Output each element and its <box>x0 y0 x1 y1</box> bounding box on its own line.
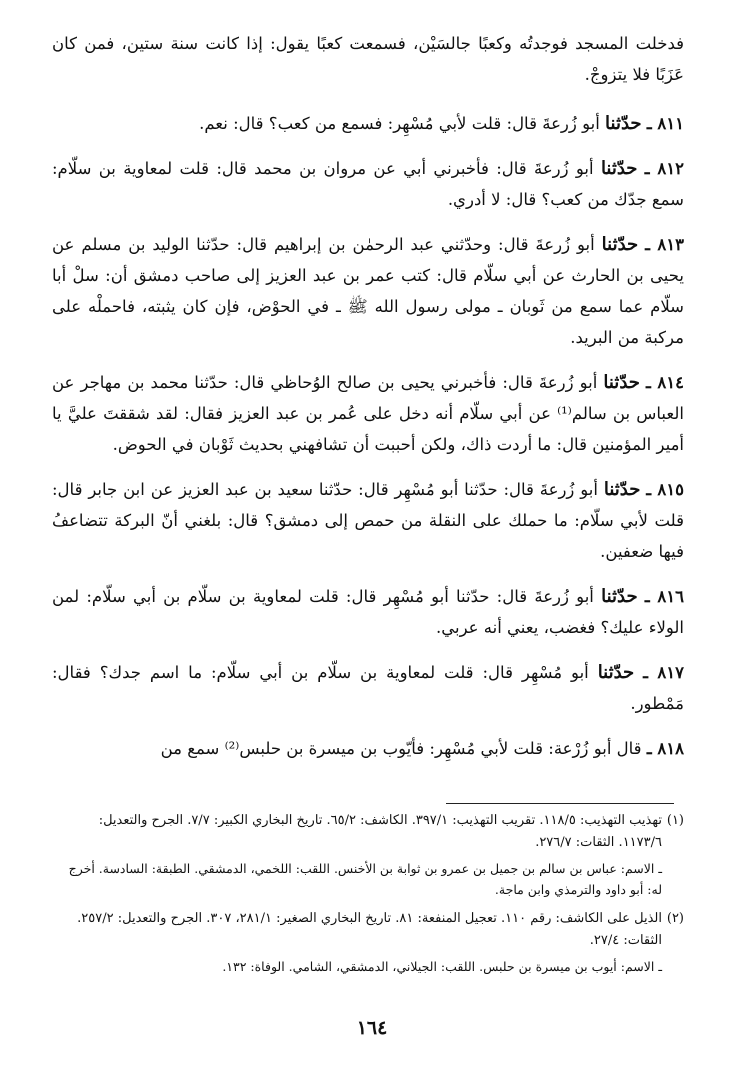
hadith-818 <box>52 733 684 764</box>
hadith-815 <box>52 474 684 567</box>
hadith-text: أبو زُرعةَ قال: حدّثنا أبو مُسْهِر قال: قلت لمعاوية بن سلّام بن أبي سلّام: لمن الولاء عليك؟ فغضب، يعني أنه عربي. <box>52 587 684 637</box>
hadith-keyword: حدّثنا <box>601 234 639 255</box>
hadith-number: ٨١٣ ـ <box>645 235 684 254</box>
hadith-text: أبو زُرعةَ قال: حدّثنا أبو مُسْهِر قال: حدّثنا سعيد بن عبد العزيز عن ابن جابر قال: قلت لأبي سلّام: ما حملك على النقلة من حمص إلى دمشق؟ قال: بلغني أنّ البركة تتضاعفُ فيها ضعفين. <box>52 480 684 561</box>
hadith-817 <box>52 657 684 719</box>
hadith-text: أبو زُرعةَ قال: فأخبرني يحيى بن صالح الوُحاظي قال: حدّثنا محمد بن مهاجر عن العباس بن سالم⁽¹⁾ عن أبي سلّام أنه دخل على عُمر بن عبد العزيز فقال: لقد شققتَ عليَّ يا أمير المؤمنين قال: ما أردت ذاك، ولكن أحببت أن تشافهني بحديث ثَوْبان في الحوض. <box>52 373 684 454</box>
hadith-number: ٨١١ ـ <box>646 114 684 133</box>
footnote-1-detail: ـ الاسم: عباس بن سالم بن جميل بن عمرو بن ثوابة بن الأخنس. اللقب: اللخمي، الدمشقي. الطبقة: السادسة. أخرج له: أبو داود والترمذي وابن ماجة. <box>68 861 662 897</box>
hadith-811 <box>52 108 684 139</box>
footnotes <box>52 810 684 977</box>
hadith-keyword: حدّثنا <box>603 479 641 500</box>
hadith-text: أبو زُرعةَ قال: قلت لأبي مُسْهِر: فسمع من كعب؟ قال: نعم. <box>199 114 600 133</box>
hadith-text: أبو زُرعةَ قال: فأخبرني أبي عن مروان بن محمد قال: قلت لمعاوية بن سلّام: سمع جدّك من كعب؟ قال: لا أدري. <box>52 159 684 209</box>
footnote-mark: (٢) <box>666 911 684 926</box>
hadith-number: ٨١٨ ـ <box>646 739 684 758</box>
page-number: ١٦٤ <box>356 1017 388 1039</box>
hadith-keyword: حدّثنا <box>600 158 638 179</box>
intro-paragraph: فدخلت المسجد فوجدتُه وكعبًا جالسَيْن، فسمعت كعبًا يقول: إذا كانت سنة ستين، فمن كان عَزَبًا فلا يتزوجْ. <box>52 34 684 84</box>
hadith-814 <box>52 367 684 460</box>
hadith-number: ٨١٥ ـ <box>646 480 684 499</box>
hadith-keyword: حدّثنا <box>597 662 635 683</box>
hadith-813 <box>52 229 684 353</box>
hadith-text: قال أبو زُرْعة: قلت لأبي مُسْهِر: فأيّوب بن ميسرة بن حلبس⁽²⁾ سمع من <box>160 739 642 758</box>
footnote-1 <box>52 810 684 854</box>
hadith-keyword: حدّثنا <box>601 586 638 607</box>
footnote-separator <box>446 803 674 804</box>
hadith-keyword: حدّثنا <box>603 372 640 393</box>
hadith-number: ٨١٧ ـ <box>643 663 684 682</box>
hadith-number: ٨١٢ ـ <box>644 159 684 178</box>
hadith-number: ٨١٤ ـ <box>645 373 684 392</box>
footnote-2-detail: ـ الاسم: أيوب بن ميسرة بن حلبس. اللقب: الجيلاني، الدمشقي، الشامي. الوفاة: ١٣٢. <box>222 959 662 974</box>
hadith-816 <box>52 581 684 643</box>
footnote-text: تهذيب التهذيب: ١١٨/٥. تقريب التهذيب: ٣٩٧/١. الكاشف: ٦٥/٢. تاريخ البخاري الكبير: ٧/٧. الجرح والتعديل: ١١٧٣/٦. الثقات: ٢٧٦/٧. <box>98 813 662 850</box>
hadith-812 <box>52 153 684 215</box>
footnote-2 <box>52 908 684 952</box>
hadith-number: ٨١٦ ـ <box>644 587 684 606</box>
footnote-mark: (١) <box>666 813 684 828</box>
hadith-text: أبو زُرعةَ قال: وحدّثني عبد الرحمٰن بن إبراهيم قال: حدّثنا الوليد بن مسلم عن يحيى بن الحارث عن أبي سلّام قال: كتب عمر بن عبد العزيز إلى صاحب دمشق أن: سلْ أبا سلّام عما سمع من ثَوبان ـ مولى رسول الله ﷺ ـ في الحوْض، فإن كان يثبته، فاحملْه على مركبة من البريد. <box>52 235 684 347</box>
footnote-text: الذيل على الكاشف: رقم ١١٠. تعجيل المنفعة: ٨١. تاريخ البخاري الصغير: ٢٨١/١، ٣٠٧. الجرح والتعديل: ٢٥٧/٢. الثقات: ٢٧/٤. <box>77 911 662 948</box>
hadith-text: أبو مُسْهِر قال: قلت لمعاوية بن سلّام بن أبي سلّام: ما اسم جدك؟ فقال: مَمْطور. <box>52 663 684 713</box>
main-text <box>52 28 684 778</box>
hadith-keyword: حدّثنا <box>605 113 642 134</box>
